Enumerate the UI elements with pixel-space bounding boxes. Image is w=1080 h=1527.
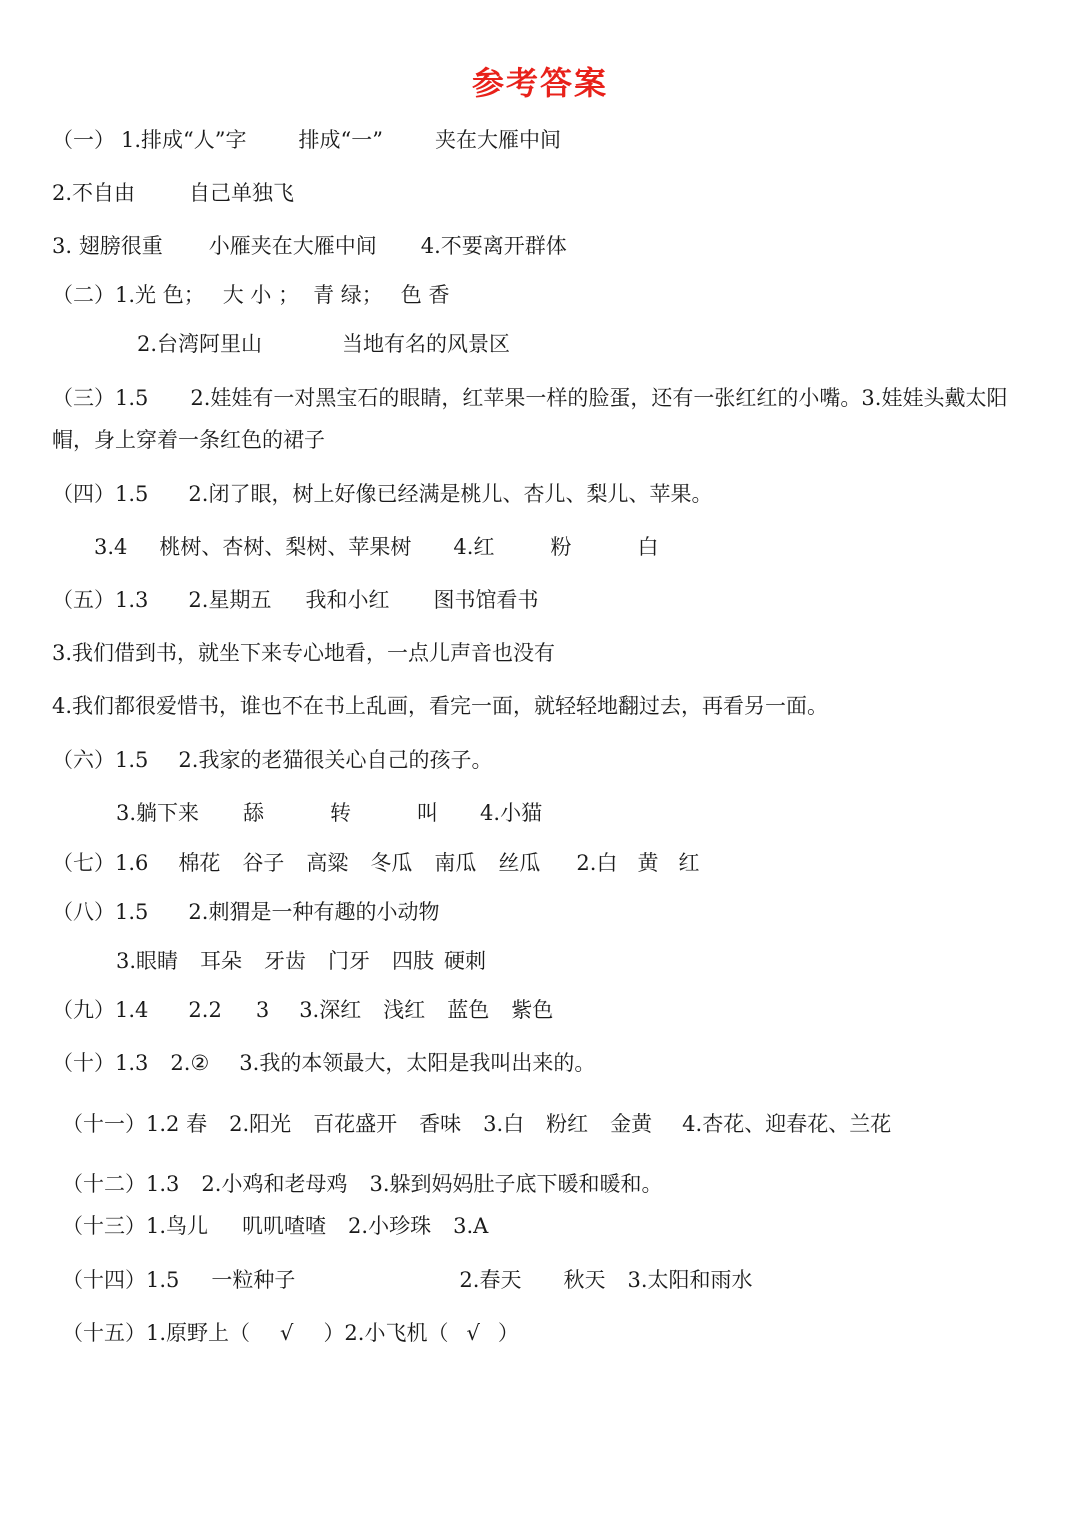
answer: 小雁夹在大雁中间 (208, 234, 377, 258)
answer: 紫色 (511, 998, 554, 1022)
section-6-line-2 (116, 792, 542, 834)
section-2-line-2 (137, 323, 510, 365)
answer: 2.我家的老猫很关心自己的孩子。 (178, 748, 493, 772)
answer: 2.春天 (459, 1268, 522, 1292)
section-5-line-3 (52, 685, 828, 727)
answer: 高粱 (306, 851, 349, 875)
answer: 蓝色 (447, 998, 490, 1022)
answer: 2.不自由 (52, 181, 136, 205)
answer: ）2.小飞机（ (323, 1321, 449, 1345)
section-number: （一） (52, 128, 115, 152)
section-8-line-2 (116, 940, 486, 982)
answer: 2.小鸡和老母鸡 (201, 1172, 348, 1196)
answer: 1.光 色； (115, 283, 205, 307)
answer: 1.5 (115, 482, 149, 506)
section-number: （五） (52, 588, 115, 612)
check-mark: √ (280, 1321, 294, 1345)
answer: 金黄 (610, 1112, 653, 1136)
answer: 2.阳光 (229, 1112, 292, 1136)
answer: 4.我们都很爱惜书，谁也不在书上乱画，看完一面，就轻轻地翻过去，再看另一面。 (52, 694, 829, 718)
answer: 门牙 (328, 949, 371, 973)
section-5-line-2 (52, 632, 555, 674)
answer: 秋天 (563, 1268, 606, 1292)
answer: 4.红 (453, 535, 495, 559)
answer: 3.深红 (299, 998, 362, 1022)
answer: 南瓜 (434, 851, 477, 875)
answer: 百花盛开 (313, 1112, 398, 1136)
section-number: （十四） (62, 1268, 146, 1292)
section-2-line-1 (52, 274, 449, 316)
answer: 黄 (637, 851, 659, 875)
answer: 白 (637, 535, 659, 559)
answer: 1.4 (115, 998, 149, 1022)
answer: 1.3 (146, 1172, 180, 1196)
answer: 1.6 (115, 851, 149, 875)
section-1-line-3 (52, 225, 567, 267)
section-1-line-2 (52, 172, 294, 214)
answer: 2.闭了眼，树上好像已经满是桃儿、杏儿、梨儿、苹果。 (188, 482, 713, 506)
section-13-line (62, 1205, 488, 1247)
section-number: （六） (52, 748, 115, 772)
answer: 1.5 (115, 748, 149, 772)
section-10-line (52, 1042, 595, 1084)
answer: 3.我的本领最大，太阳是我叫出来的。 (239, 1051, 596, 1075)
section-number: （二） (52, 283, 115, 307)
answer: 香味 (419, 1112, 462, 1136)
answer: 1.3 (115, 1051, 149, 1075)
answer: 棉花 (178, 851, 221, 875)
answer: 1.排成“人”字 (121, 128, 247, 152)
answer: 冬瓜 (370, 851, 413, 875)
answer: 硬刺 (444, 949, 487, 973)
section-9-line (52, 989, 553, 1031)
answer: 3.我们借到书，就坐下来专心地看，一点儿声音也没有 (52, 641, 556, 665)
answer: 3 (255, 998, 270, 1022)
section-14-line (62, 1259, 753, 1301)
answer: 我和小红 (305, 588, 390, 612)
answer: 谷子 (242, 851, 285, 875)
answer: 四肢 (392, 949, 435, 973)
answer: 2.白 (576, 851, 618, 875)
section-number: （七） (52, 851, 115, 875)
answer: 粉红 (546, 1112, 589, 1136)
answer: 排成“一” (298, 128, 383, 152)
answer: 3.4 (94, 535, 128, 559)
section-12-line (62, 1163, 663, 1205)
section-15-line (62, 1312, 519, 1354)
section-number: （十一） (62, 1112, 146, 1136)
answer: 3. 翅膀很重 (52, 234, 163, 258)
answer: 色 香 (400, 283, 450, 307)
answer: 4.杏花、迎春花、兰花 (682, 1112, 892, 1136)
answer: ） (497, 1321, 519, 1345)
answer: 叫 (417, 801, 439, 825)
section-4-line-1 (52, 473, 712, 515)
answer: 舔 (243, 801, 265, 825)
answer: 2.小珍珠 (348, 1214, 432, 1238)
answer: 牙齿 (264, 949, 307, 973)
answer: 转 (330, 801, 352, 825)
answer: 1.原野上（ (146, 1321, 251, 1345)
section-number: （十五） (62, 1321, 146, 1345)
answer: 夹在大雁中间 (435, 128, 561, 152)
answer: 桃树、杏树、梨树、苹果树 (159, 535, 412, 559)
answer: 2.② (170, 1051, 210, 1075)
section-7-line (52, 842, 699, 884)
answer: 3.太阳和雨水 (627, 1268, 753, 1292)
section-number: （十三） (62, 1214, 146, 1238)
answer: 当地有名的风景区 (342, 332, 511, 356)
answer: 3.躺下来 (116, 801, 200, 825)
answer: 自己单独飞 (189, 181, 295, 205)
answer: 1.5 (115, 900, 149, 924)
answer: 红 (678, 851, 700, 875)
answer: 粉 (550, 535, 572, 559)
answer: 3.躲到妈妈肚子底下暖和暖和。 (369, 1172, 663, 1196)
answer: 2.星期五 (188, 588, 272, 612)
answer: 2.台湾阿里山 (137, 332, 263, 356)
answer: 4.小猫 (480, 801, 543, 825)
section-number: （九） (52, 998, 115, 1022)
answer: 丝瓜 (498, 851, 541, 875)
answer: 3.白 (483, 1112, 525, 1136)
answer: 3.眼睛 (116, 949, 179, 973)
section-number: （十二） (62, 1172, 146, 1196)
section-3-paragraph: （三）1.5 2.娃娃有一对黑宝石的眼睛，红苹果一样的脸蛋，还有一张红红的小嘴。3.娃娃头戴太阳帽，身上穿着一条红色的裙子 (52, 386, 1008, 452)
section-11-line (62, 1103, 891, 1145)
answer: 一粒种子 (211, 1268, 296, 1292)
answer: 2.2 (188, 998, 222, 1022)
answer: 1.2 春 (146, 1112, 208, 1136)
answer: 大 小 ； (222, 283, 300, 307)
answer: 3.A (453, 1214, 489, 1238)
answer: 浅红 (383, 998, 426, 1022)
answer: 青 绿； (313, 283, 383, 307)
section-number: （十） (52, 1051, 115, 1075)
check-mark: √ (466, 1321, 480, 1345)
answer: 叽叽喳喳 (242, 1214, 327, 1238)
answer: 耳朵 (200, 949, 243, 973)
section-6-line-1 (52, 739, 492, 781)
section-number: （四） (52, 482, 115, 506)
section-number: （八） (52, 900, 115, 924)
answer: 1.鸟儿 (146, 1214, 209, 1238)
answer: 1.3 (115, 588, 149, 612)
section-4-line-2 (94, 526, 658, 568)
answer: 1.5 (146, 1268, 180, 1292)
answer: 2.刺猬是一种有趣的小动物 (188, 900, 440, 924)
answer: 图书馆看书 (433, 588, 539, 612)
section-1-line-1 (52, 119, 561, 161)
section-5-line-1 (52, 579, 538, 621)
section-8-line-1 (52, 891, 439, 933)
page-title: 参考答案 (471, 64, 608, 102)
answer: 4.不要离开群体 (420, 234, 567, 258)
